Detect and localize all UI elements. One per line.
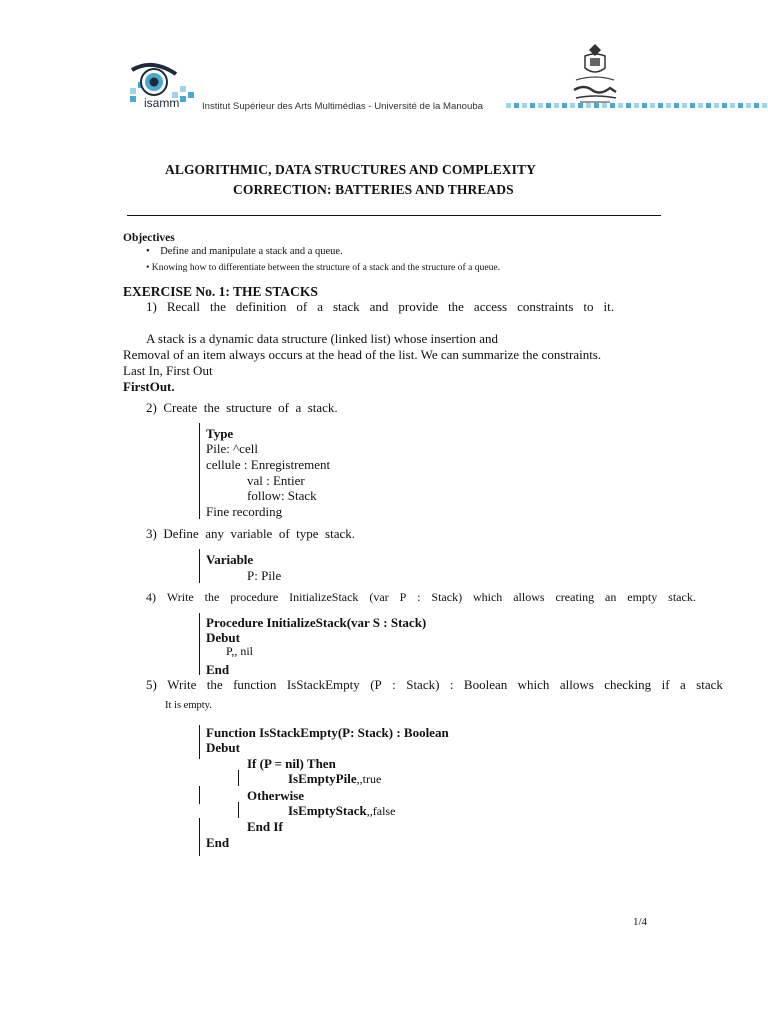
code-line: val : Entier [247,473,305,488]
bullet: • [146,262,150,273]
code-line: Debut [206,630,240,645]
code-block-bar [199,423,200,519]
page-number: 1/4 [633,916,648,928]
code-block-bar [199,818,200,856]
ministry-seal-logo [570,42,620,106]
code-line: End [206,835,230,850]
code-line: P: Pile [247,568,282,583]
code-line: End If [247,819,283,834]
title-divider [127,215,661,216]
code-line: Procedure InitializeStack(var S : Stack) [206,615,427,630]
code-block-bar [199,549,200,583]
question-1: 1) Recall the definition of a stack and provide the access constraints to it. [146,299,614,314]
isamm-eye-logo [128,60,203,108]
header-decorative-rule [506,101,768,110]
svg-text:isamm: isamm [144,96,180,108]
objectives-heading: Objectives [123,232,175,244]
answer-line: A stack is a dynamic data structure (linked list) whose insertion and [146,331,498,346]
objective-item: • Knowing how to differentiate between the structure of a stack and the structure of a queue. [146,262,501,273]
question-3: 3) Define any variable of type stack. [146,526,356,541]
code-line: If (P = nil) Then [247,756,336,771]
code-line: Fine recording [206,504,283,519]
code-line: Type [206,426,234,441]
exercise-title: EXERCISE No. 1: THE STACKS [123,284,318,299]
document-title: ALGORITHMIC, DATA STRUCTURES AND COMPLEXITY [165,162,536,177]
institute-name: Institut Supérieur des Arts Multimédias - Université de la Manouba [202,101,484,112]
answer-line: Removal of an item always occurs at the head of the list. We can summarize the constraints. [123,347,602,362]
question-5-continued: It is empty. [165,700,212,711]
code-line: Debut [206,740,240,755]
answer-line: FirstOut. [123,379,175,394]
question-2: 2) Create the structure of a stack. [146,400,338,415]
code-line: End [206,662,230,677]
code-line: IsEmptyPile,,true [288,771,382,786]
code-line: P,, nil [226,644,254,658]
code-block-bar [238,802,239,818]
code-line: follow: Stack [247,488,317,503]
code-line: cellule : Enregistrement [206,457,331,472]
question-5: 5) Write the function IsStackEmpty (P : Stack) : Boolean which allows checking if a stack [146,677,723,692]
code-line: Otherwise [247,788,305,803]
code-line: Pile: ^cell [206,441,258,456]
code-block-bar [199,725,200,759]
code-line: Variable [206,552,254,567]
code-line: IsEmptyStack,,false [288,803,396,818]
answer-line: Last In, First Out [123,363,213,378]
code-block-bar [199,786,200,804]
code-block-bar [238,770,239,786]
question-4: 4) Write the procedure InitializeStack (var P : Stack) which allows creating an empty stack. [146,590,696,604]
objective-item: • Define and manipulate a stack and a queue. [146,246,343,257]
bullet: • [146,246,150,257]
code-block-bar [199,613,200,675]
document-subtitle: CORRECTION: BATTERIES AND THREADS [233,182,514,197]
code-line: Function IsStackEmpty(P: Stack) : Boolean [206,725,449,740]
